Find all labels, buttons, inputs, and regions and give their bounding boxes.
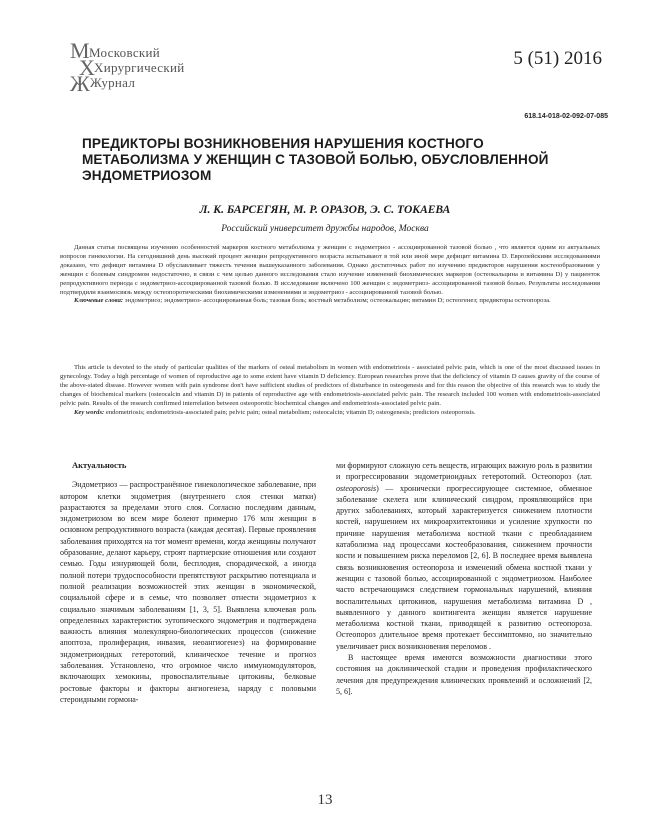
abstract-russian bbox=[60, 244, 600, 306]
article-affiliation: Российский университет дружбы народов, Москва bbox=[221, 224, 429, 234]
article-title: ПРЕДИКТОРЫ ВОЗНИКНОВЕНИЯ НАРУШЕНИЯ КОСТНОГО МЕТАБОЛИЗМА У ЖЕНЩИН С ТАЗОВОЙ БОЛЬЮ, ОБУСЛОВЛЕННОЙ ЭНДОМЕТРИОЗОМ bbox=[82, 136, 549, 183]
abstract-english bbox=[60, 364, 600, 417]
body-text-part: ми формируют сложную сеть веществ, играющих важную роль в развитии и прогрессировании эндометриоидных гетеротопий. Остеопороз (лат. bbox=[336, 461, 592, 482]
logo-line-2: Хирургический bbox=[94, 60, 185, 75]
body-paragraph: Эндометриоз — распространённое гинекологическое заболевание, при котором клетки эндометрия (внутреннего слоя стенки матки) разрастаются за пределами этого слоя. Согласно последним данным, эндометриозом во всем мире болеют примерно 176 млн женщин в основном репродуктивного возраста (каждая десятая). Первые проявления заболевания приходятся на тот момент времени, когда женщины получают образование, делают карьеру, строят партнерские отношения или создают семью. Годы изнуряющей боли, бесплодия, спорадической, а иногда полной потери трудоспособности препятствуют раскрытию потенциала и полной реализации возможностей этих женщин в экономической, социальной сфере и в семье, что позволяет отнести эндометриоз к социально значимым заболеваниям [1, 3, 5]. Выявлена ключевая роль определенных характеристик эутопического эндометрия и подтверждена важность влияния молекулярно-биологических процессов (снижение апоптоза, пролиферация, инвазия, неоангиогенез) на формирование эндометриоидных гетеротопий, клиническое течение и прогноз заболевания. Установлено, что огромное число иммуномодуляторов, включающих хемокины, провоспалительные цитокины, белковые ростовые факторы и факторы ангиогенеза, наряду с половыми стероидными гормона- bbox=[60, 480, 316, 704]
keywords-en-label: Key words: bbox=[74, 408, 105, 416]
logo-initial-h: Х bbox=[79, 55, 95, 80]
issue-number: 5 (51) 2016 bbox=[513, 48, 602, 69]
logo-line-3: Журнал bbox=[90, 75, 136, 90]
abstract-en-keywords bbox=[60, 409, 600, 418]
logo-initial-m: М bbox=[70, 38, 90, 63]
section-heading: Актуальность bbox=[72, 460, 127, 470]
body-column-right bbox=[336, 460, 592, 697]
body-paragraph-continued bbox=[336, 460, 592, 652]
keywords-ru-list: эндометриоз; эндометриоз- ассоциированная боль; тазовая боль; костный метаболизм; остеокальцин; витамин D; остеогенез; предикторы остеопороза. bbox=[124, 297, 551, 305]
body-text-part: ) — хронически прогрессирующее системное, обменное заболевание скелета или клинический синдром, проявляющийся при других заболеваниях, который характеризуется снижением плотности костей, нарушением их микроархитектоники и усиление хрупкости по причине нарушения метаболизма костной ткани с преобладанием катаболизма над процессами костеобразования, снижением прочности кости и повышением риска переломов [2, 6]. В последнее время выявлена связь возникновения остеопороза и изменений обмена костной ткани у женщин с тазовой болью, ассоциированной с эндометриозом. Наиболее часто встречающимся следствием гормональных нарушений, влияния воспалительных цитокинов, нарушения метаболизма витамина D , выявленного у данного контингента женщин является нарушение метаболизма костной ткани, приводящей к развитию остеопороза. Остеопороз длительное время протекает бессимптомно, но значительно увеличивает риск возникновения переломов . bbox=[336, 483, 592, 651]
journal-logo bbox=[70, 38, 280, 96]
article-authors: Л. К. БАРСЕГЯН, М. Р. ОРАЗОВ, Э. С. ТОКАЕВА bbox=[199, 204, 451, 216]
logo-line-1: Московский bbox=[89, 45, 161, 60]
logo-initial-zh: Ж bbox=[70, 71, 90, 96]
body-column-left bbox=[60, 460, 316, 705]
udc-code: 618.14-018-02-092-07-085 bbox=[524, 113, 608, 120]
keywords-ru-label: Ключевые слова: bbox=[74, 297, 124, 305]
body-paragraph: В настоящее время имеются возможности диагностики этого состояния на доклинической стадии и проведения профилактического лечения для предупреждения клинических проявлений и осложнений [2, 5, 6]. bbox=[336, 653, 592, 696]
abstract-ru-text: Данная статья посвящена изучению особенностей маркеров костного метаболизма у женщин с эндометриоз - ассоциированной тазовой болью , что является одним из актуальных вопросов гинекологии. На сегодняшний день высокий процент женщин репродуктивного возраста испытывают в той или иной мере дефицит витамина D. Европейскими исследованиями доказано, что дефицит витамина D обуславливает тяжесть течения вышеуказанного заболевания. Однако достаточных работ по изучению предикторов нарушения костеообразования у женщин с болевым синдромом недостаточно, в связи с чем целью данного исследования стало изучение изменений биохимических маркеров (остеокальцина и витамина D) у пациенток репродуктивного периода с эндометриоз-ассоциированной тазовой болью. В исследование включено 100 женщин с эндометриоз- ассоциированной тазовой болью. Результаты исследования подтвердили взаимосвязь между остеопоротическими биохимическими изменениями и эндометриоз - ассоциированной тазовой болью. bbox=[60, 244, 600, 296]
abstract-ru-keywords bbox=[60, 297, 600, 306]
abstract-en-text: This article is devoted to the study of particular qualities of the markers of osteal metabolism in women with endometriosis - associated pelvic pain, which is one of the most discussed issues in gynecology. Today a high percentage of women of reproductive age to some extent have vitamin D deficiency. European researches prove that the deficiency of vitamin D causes gravity of the course of the above-stated disease. However women with pain syndrome don't have sufficient studies of predictors of disturbance in osteogenesis and for this reason the objective of this research was to study the changes of biochemical markers (osteocalcin and vitamin D) in patients of reproductive age with endometriosis-associated pelvic pain. The research included 100 women with endometriosis-associated pelvic pain. Results of the research confirmed interrelation between osteoporotic biochemical changes and endometriosis-associated pelvic pain. bbox=[60, 364, 600, 407]
latin-term: osteoporosis bbox=[336, 483, 377, 493]
keywords-en-list: endometriosis; endometriosis-associated pain; pelvic pain; osteal metabolism; osteocalcin; vitamin D; osteogenesis; predictors osteoporosis. bbox=[105, 408, 476, 416]
page-number: 13 bbox=[317, 792, 333, 808]
